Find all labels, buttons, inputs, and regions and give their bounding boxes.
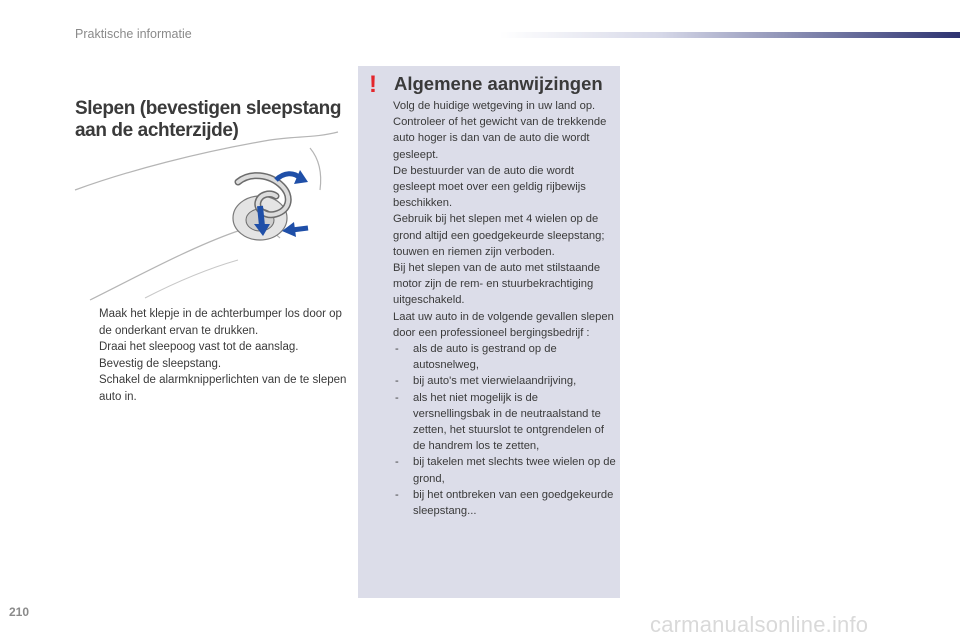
- list-item-text: als de auto is gestrand op de autosnelweg,: [413, 343, 557, 372]
- info-paragraph: Gebruik bij het slepen met 4 wielen op de grond altijd een goedgekeurde sleepstang; touwen en riemen zijn verboden.: [393, 213, 605, 258]
- list-item: [78, 339, 348, 356]
- list-item-text: bij takelen met slechts twee wielen op de grond,: [413, 456, 616, 485]
- list-item: [393, 341, 618, 373]
- watermark: carmanualsonline.info: [650, 612, 869, 637]
- dash-marker: -: [395, 391, 399, 404]
- page-title: Slepen (bevestigen sleepstang aan de achterzijde): [75, 98, 342, 141]
- info-paragraph: Volg de huidige wetgeving in uw land op.: [393, 100, 596, 112]
- step-text: Draai het sleepoog vast tot de aanslag.: [99, 341, 299, 353]
- dash-marker: -: [395, 456, 399, 469]
- info-list: [393, 341, 618, 519]
- insert-arrow-icon: [260, 206, 262, 226]
- dash-marker: -: [395, 343, 399, 356]
- step-text: Schakel de alarmknipperlichten van de te slepen auto in.: [99, 374, 347, 403]
- list-item-text: als het niet mogelijk is de versnellingsbak in de neutraalstand te zetten, het stuurslot te ontgrendelen of de handrem los te zetten,: [413, 391, 604, 453]
- info-paragraph: Bij het slepen van de auto met stilstaande motor zijn de rem- en stuurbekrachtiging uitgeschakeld.: [393, 262, 601, 307]
- page-number: 210: [9, 605, 30, 619]
- bumper-outline-middle: [310, 148, 321, 190]
- list-item: [78, 372, 348, 405]
- section-header: Praktische informatie: [75, 27, 192, 41]
- step-text: Maak het klepje in de achterbumper los door op de onderkant ervan te drukken.: [99, 308, 342, 337]
- info-paragraph: Controleer of het gewicht van de trekkende auto hoger is dan van de auto die wordt gesleept.: [393, 116, 607, 161]
- info-paragraph: Laat uw auto in de volgende gevallen slepen door een professioneel bergingsbedrijf :: [393, 310, 614, 339]
- list-item-text: bij het ontbreken van een goedgekeurde sleepstang...: [413, 488, 614, 518]
- list-item: [393, 373, 618, 389]
- header-gradient-bar: [500, 32, 960, 38]
- warning-icon: !: [369, 71, 377, 98]
- list-item-text: bij auto's met vierwielaandrijving,: [413, 375, 577, 388]
- list-item: [393, 454, 618, 486]
- list-item: [78, 306, 348, 339]
- step-text: Bevestig de sleepstang.: [99, 357, 222, 370]
- dash-marker: -: [395, 488, 399, 501]
- list-item: [393, 487, 618, 519]
- list-item: [78, 356, 348, 373]
- towing-eye-illustration: [70, 130, 345, 305]
- steps-list: [78, 306, 348, 405]
- list-item: [393, 390, 618, 455]
- info-box-title: Algemene aanwijzingen: [394, 73, 603, 94]
- dash-marker: -: [395, 375, 399, 388]
- info-box-body: [393, 98, 618, 519]
- info-paragraph: De bestuurder van de auto die wordt gesleept moet over een geldig rijbewijs beschikken.: [393, 164, 586, 210]
